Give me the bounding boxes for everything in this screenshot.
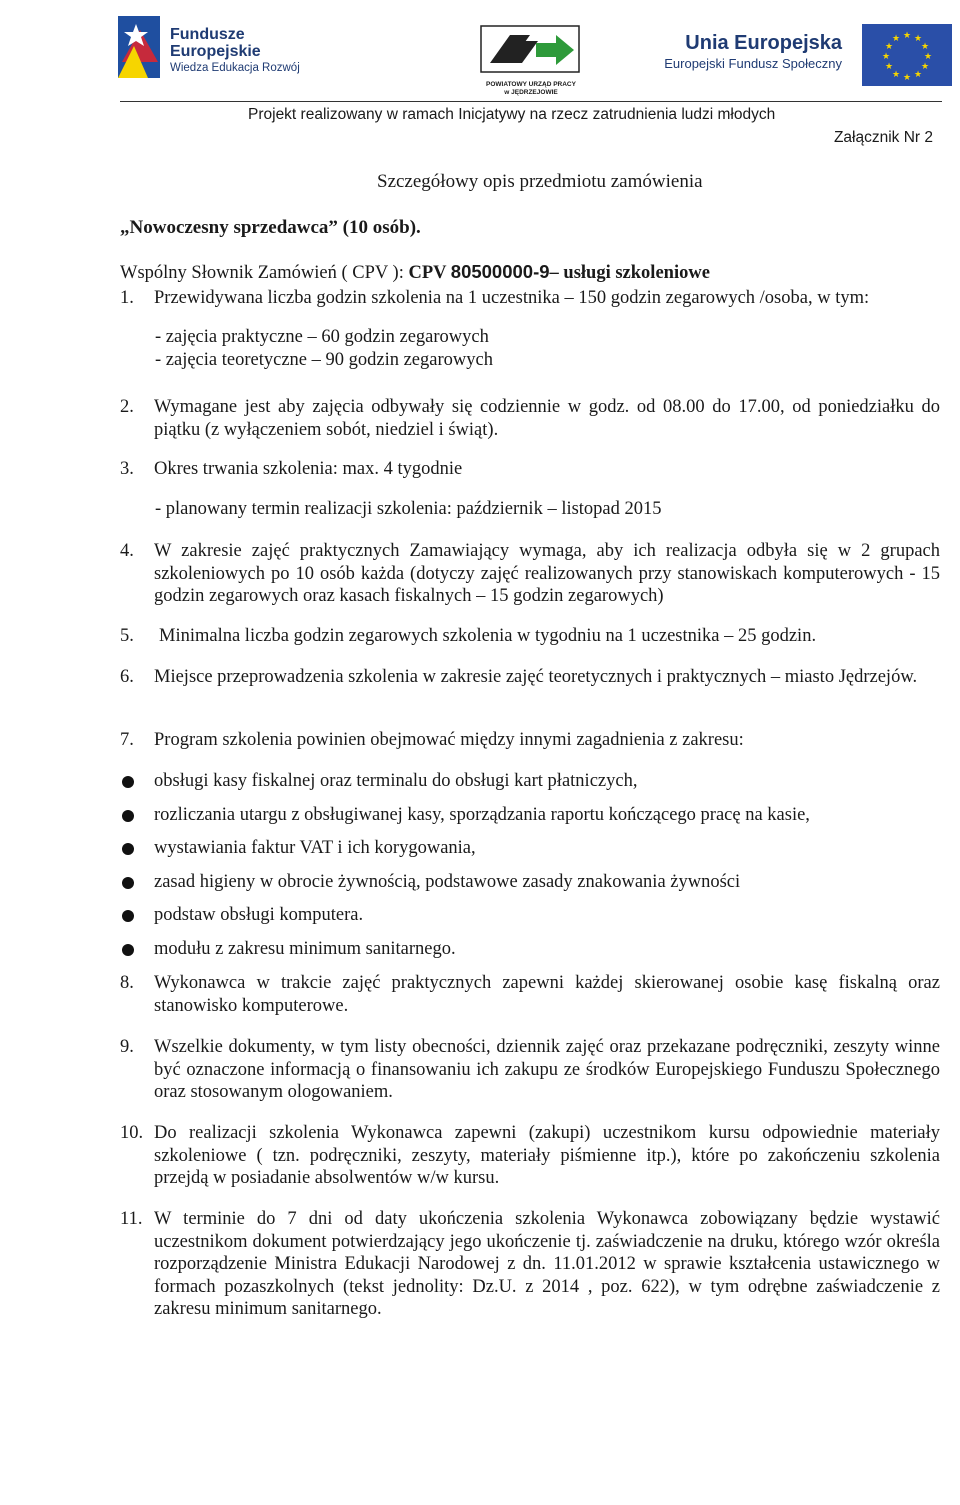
bullet-text: wystawiania faktur VAT i ich korygowania, (154, 838, 476, 859)
svg-text:★: ★ (902, 73, 912, 83)
svg-text:★: ★ (881, 52, 891, 62)
fundusze-europejskie-logo-icon (118, 16, 160, 78)
pup-logo-caption (470, 81, 592, 97)
item-number: 5. (120, 626, 134, 646)
pup-line1: POWIATOWY URZĄD PRACY (486, 81, 576, 88)
bullet-icon (122, 776, 134, 788)
project-line: Projekt realizowany w ramach Inicjatywy na rzecz zatrudnienia ludzi młodych (248, 106, 776, 123)
list-item-8 (120, 972, 940, 1017)
list-item-7 (120, 729, 940, 752)
list-item-5 (120, 625, 940, 648)
cpv-prefix: Wspólny Słownik Zamówień ( CPV ): (120, 263, 409, 283)
item-text: Minimalna liczba godzin zegarowych szkolenia w tygodniu na 1 uczestnika – 25 godzin. (159, 626, 817, 646)
list-item-2 (120, 396, 940, 441)
item-number: 4. (120, 541, 134, 561)
item-text: Miejsce przeprowadzenia szkolenia w zakresie zajęć teoretycznych i praktycznych – miasto Jędrzejów. (154, 667, 918, 687)
list-item (120, 804, 940, 838)
item3-sub-term: - planowany termin realizacji szkolenia: październik – listopad 2015 (155, 499, 662, 519)
item-number: 1. (120, 288, 134, 308)
item-text: W terminie do 7 dni od daty ukończenia szkolenia Wykonawca zobowiązany będzie wystawić uczestnikom dokument potwierdzający jego ukończenie tj. zaświadczenie na druku, którego wzór określa rozporządzenie Ministra Edukacji Narodowej z dn. 11.01.2012 w sprawie kształcenia ustawicznego w formach pozaszkolnych (tekst jednolity: Dz.U. z 2014 , poz. 622), w tym odrębne zaświadczenie z zakresu minimum sanitarnego. (154, 1209, 940, 1319)
list-item (120, 770, 940, 804)
ue-title: Unia Europejska (685, 32, 842, 54)
list-item (120, 837, 940, 871)
eu-flag-icon (862, 24, 952, 86)
bullet-text: rozliczania utargu z obsługiwanej kasy, sporządzania raportu kończącego pracę na kasie, (154, 804, 810, 825)
svg-text:★: ★ (913, 34, 923, 44)
svg-text:★: ★ (920, 42, 930, 52)
item-text: Program szkolenia powinien obejmować między innymi zagadnienia z zakresu: (154, 730, 744, 750)
document-subject: „Nowoczesny sprzedawca” (10 osób). (120, 217, 421, 238)
pup-line2: w JĘDRZEJOWIE (504, 89, 558, 96)
list-item-3 (120, 458, 940, 481)
svg-text:★: ★ (902, 31, 912, 41)
ue-subtitle: Europejski Fundusz Społeczny (664, 56, 842, 71)
bullet-icon (122, 810, 134, 822)
svg-text:★: ★ (913, 70, 923, 80)
svg-text:★: ★ (891, 70, 901, 80)
cpv-label: CPV (408, 263, 451, 283)
list-item (120, 904, 940, 938)
item-number: 6. (120, 667, 134, 687)
list-item-9 (120, 1036, 940, 1104)
item1-sub-theoretical: - zajęcia teoretyczne – 90 godzin zegarowych (155, 350, 493, 370)
list-item-6 (120, 666, 940, 689)
svg-text:★: ★ (884, 42, 894, 52)
item-number: 10. (120, 1123, 144, 1143)
item-number: 2. (120, 397, 134, 417)
bullet-icon (122, 910, 134, 922)
header-divider (120, 101, 942, 102)
item-number: 7. (120, 730, 134, 750)
cpv-description: – usługi szkoleniowe (549, 263, 710, 283)
unia-europejska-text (664, 32, 842, 71)
item-text: Okres trwania szkolenia: max. 4 tygodnie (154, 459, 463, 479)
item1-sub-practical: - zajęcia praktyczne – 60 godzin zegarowych (155, 327, 489, 347)
item-text: W zakresie zajęć praktycznych Zamawiający wymaga, aby ich realizacja odbyła się w 2 grupach szkoleniowych po 10 osób każda (dotyczy zajęć realizowanych przy stanowiskach komputerowych - 15 godzin zegarowych oraz kasach fiskalnych – 15 godzin zegarowych) (154, 541, 940, 606)
fe-logo-line3: Wiedza Edukacja Rozwój (170, 62, 300, 74)
svg-text:★: ★ (920, 62, 930, 72)
item-number: 8. (120, 973, 134, 993)
fe-logo-line2: Europejskie (170, 43, 261, 60)
item-text: Wszelkie dokumenty, w tym listy obecności, dziennik zajęć oraz przekazane podręczniki, zeszyty winne być oznaczone informacją o finansowaniu ich zakupu ze środków Europejskiego Funduszu Społecznego oraz stosowanym ologowaniem. (154, 1037, 940, 1102)
bullet-text: modułu z zakresu minimum sanitarnego. (154, 938, 456, 959)
list-item (120, 871, 940, 905)
annex-label: Załącznik Nr 2 (833, 129, 933, 146)
svg-text:★: ★ (891, 34, 901, 44)
item-text: Wymagane jest aby zajęcia odbywały się codziennie w godz. od 08.00 do 17.00, od poniedziałku do piątku (z wyłączeniem sobót, niedziel i świąt). (154, 397, 940, 440)
item-number: 11. (120, 1209, 143, 1229)
list-item-4 (120, 540, 940, 608)
item-number: 9. (120, 1037, 134, 1057)
list-item-11 (120, 1208, 940, 1321)
list-item-1 (120, 287, 940, 310)
cpv-code: 80500000-9 (450, 261, 550, 282)
bullet-text: podstaw obsługi komputera. (154, 905, 364, 926)
item-text: Wykonawca w trakcie zajęć praktycznych zapewni każdej skierowanej osobie kasę fiskalną oraz stanowisko komputerowe. (154, 973, 940, 1016)
cpv-line (120, 261, 710, 284)
bullet-text: zasad higieny w obrocie żywnością, podstawowe zasady znakowania żywności (154, 871, 741, 892)
bullet-icon (122, 877, 134, 889)
page-header (0, 0, 960, 146)
program-topics-list (120, 770, 940, 972)
svg-text:★: ★ (884, 62, 894, 72)
bullet-text: obsługi kasy fiskalnej oraz terminalu do obsługi kart płatniczych, (154, 771, 638, 791)
document-title: Szczegółowy opis przedmiotu zamówienia (377, 171, 703, 192)
pup-jedrzejow-logo-icon (480, 25, 580, 73)
fundusze-europejskie-text (170, 26, 300, 74)
list-item (120, 938, 940, 972)
item-number: 3. (120, 459, 134, 479)
item-text: Przewidywana liczba godzin szkolenia na 1 uczestnika – 150 godzin zegarowych /osoba, w tym: (154, 288, 870, 308)
fe-logo-line1: Fundusze (170, 26, 245, 43)
svg-text:★: ★ (923, 52, 933, 62)
list-item-10 (120, 1122, 940, 1190)
bullet-icon (122, 944, 134, 956)
item-text: Do realizacji szkolenia Wykonawca zapewni (zakupi) uczestnikom kursu odpowiednie materiały szkoleniowe ( tzn. podręczniki, zeszyty, materiały piśmienne itp.), które po zakończeniu szkolenia przejdą w posiadanie absolwentów w/w kursu. (154, 1123, 940, 1188)
bullet-icon (122, 843, 134, 855)
